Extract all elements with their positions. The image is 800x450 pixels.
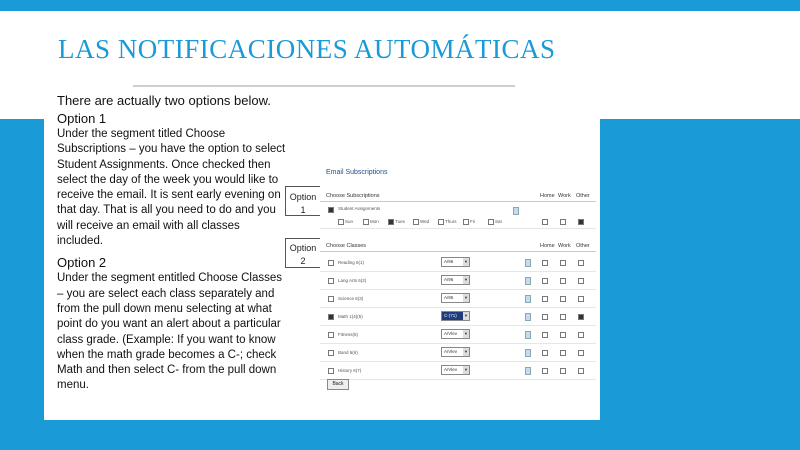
- callout2-number: 2: [300, 256, 306, 266]
- slide-title: LAS NOTIFICACIONES AUTOMÁTICAS: [58, 34, 556, 64]
- title-divider: [133, 85, 515, 87]
- info-icon: [525, 259, 531, 267]
- chevron-down-icon: ▼: [464, 331, 468, 336]
- class-name: Band 6(6): [338, 350, 358, 355]
- home-checkbox[interactable]: [542, 296, 548, 302]
- class-name: Math 1(4)(5): [338, 314, 363, 319]
- home-checkbox[interactable]: [542, 368, 548, 374]
- callout1-number: 1: [300, 205, 306, 215]
- grade-threshold-select[interactable]: [441, 347, 470, 357]
- chevron-down-icon: ▼: [464, 277, 468, 282]
- class-row: [320, 290, 596, 308]
- other-checkbox[interactable]: [578, 314, 584, 320]
- callout-option2: [287, 242, 319, 268]
- chevron-down-icon: ▼: [464, 349, 468, 354]
- option2-text: Under the segment entitled Choose Classes – you are select each class separately and from the pull down menu selecting at what point do you want an alert about a particular class grade. (Example: If you want to know when the math grade becomes a C-; check Math and then select C- from the pull down menu.: [57, 272, 283, 392]
- other-checkbox[interactable]: [578, 278, 584, 284]
- chevron-down-icon: ▼: [464, 367, 468, 372]
- class-name: Reading 6(1): [338, 260, 365, 265]
- callout1-label: Option: [289, 192, 317, 202]
- grade-threshold-value: A/96: [444, 277, 454, 282]
- class-checkbox[interactable]: [328, 332, 334, 338]
- info-icon: [513, 207, 519, 215]
- email-subscriptions-title: Email Subscriptions: [326, 169, 388, 176]
- day-label: Wed: [420, 219, 430, 224]
- day-selector: [338, 218, 528, 226]
- class-name: Fitness(5): [338, 332, 359, 337]
- grade-threshold-value: A/Vlev: [444, 331, 458, 336]
- class-name: History 6(7): [338, 368, 362, 373]
- option1-heading: Option 1: [57, 111, 107, 126]
- classes-col-other: Other: [576, 243, 590, 249]
- grade-threshold-select[interactable]: [441, 365, 470, 375]
- top-accent-bar: [0, 0, 800, 11]
- student-assignments-checkbox[interactable]: [328, 207, 334, 213]
- grade-threshold-value: A/Vlev: [444, 367, 458, 372]
- work-checkbox[interactable]: [560, 296, 566, 302]
- home-checkbox[interactable]: [542, 260, 548, 266]
- email-subscriptions-screenshot: [320, 161, 596, 389]
- grade-threshold-select[interactable]: [441, 329, 470, 339]
- info-icon: [525, 277, 531, 285]
- work-checkbox[interactable]: [560, 368, 566, 374]
- callout2-label: Option: [289, 243, 317, 253]
- day-label: Fri: [470, 219, 476, 224]
- class-name: Lang Arts 6(2): [338, 278, 367, 283]
- grade-threshold-select[interactable]: [441, 293, 470, 303]
- work-checkbox[interactable]: [560, 260, 566, 266]
- info-icon: [525, 295, 531, 303]
- class-checkbox[interactable]: [328, 314, 334, 320]
- work-checkbox[interactable]: [560, 350, 566, 356]
- subs-header-label: Choose Subscriptions: [326, 193, 380, 199]
- info-icon: [525, 349, 531, 357]
- class-row: [320, 326, 596, 344]
- grade-threshold-select[interactable]: [441, 311, 470, 321]
- other-checkbox[interactable]: [578, 332, 584, 338]
- class-checkbox[interactable]: [328, 296, 334, 302]
- option1-text: Under the segment titled Choose Subscriptions – you have the option to select Student Assignments. Once checked then select the day of the week you would like to receive the email. It is sent early evening on that day. That is all you need to do and you will receive an email with all classes included.: [57, 128, 286, 248]
- class-checkbox[interactable]: [328, 278, 334, 284]
- classes-col-work: Work: [558, 243, 571, 249]
- option2-heading: Option 2: [57, 255, 107, 271]
- class-row: [320, 344, 596, 362]
- choose-classes-header: [320, 242, 596, 252]
- class-name: Science 6(3): [338, 296, 364, 301]
- intro-text: There are actually two options below.: [57, 93, 271, 108]
- day-checkbox[interactable]: [438, 219, 444, 225]
- other-checkbox[interactable]: [578, 368, 584, 374]
- work-checkbox[interactable]: [560, 332, 566, 338]
- day-checkbox[interactable]: [363, 219, 369, 225]
- chevron-down-icon: ▼: [464, 259, 468, 264]
- back-button[interactable]: Back: [327, 379, 349, 390]
- work-checkbox[interactable]: [560, 278, 566, 284]
- day-label: Mon: [370, 219, 379, 224]
- work-checkbox[interactable]: [560, 219, 566, 225]
- home-checkbox[interactable]: [542, 350, 548, 356]
- bottom-accent-band: [0, 424, 800, 450]
- home-checkbox[interactable]: [542, 219, 548, 225]
- student-assignments-row: [320, 204, 596, 229]
- other-checkbox[interactable]: [578, 296, 584, 302]
- chevron-down-icon: ▼: [464, 295, 468, 300]
- choose-subscriptions-header: [320, 192, 596, 202]
- grade-threshold-value: A/95: [444, 295, 454, 300]
- classes-col-home: Home: [540, 243, 555, 249]
- info-icon: [525, 367, 531, 375]
- work-checkbox[interactable]: [560, 314, 566, 320]
- student-assignments-label: Student Assignments: [338, 206, 381, 211]
- grade-threshold-value: A/Vlev: [444, 349, 458, 354]
- other-checkbox[interactable]: [578, 260, 584, 266]
- grade-threshold-value: A/96: [444, 259, 454, 264]
- day-checkbox[interactable]: [338, 219, 344, 225]
- home-checkbox[interactable]: [542, 314, 548, 320]
- day-checkbox[interactable]: [488, 219, 494, 225]
- other-checkbox[interactable]: [578, 350, 584, 356]
- info-icon: [525, 331, 531, 339]
- grade-threshold-value: C-(71): [444, 313, 457, 318]
- day-checkbox[interactable]: [463, 219, 469, 225]
- col-other: Other: [576, 193, 590, 199]
- grade-threshold-select[interactable]: [441, 275, 470, 285]
- home-checkbox[interactable]: [542, 278, 548, 284]
- col-home: Home: [540, 193, 555, 199]
- day-label: Sun: [345, 219, 354, 224]
- classes-header-label: Choose Classes: [326, 243, 367, 249]
- info-icon: [525, 313, 531, 321]
- chevron-down-icon: ▼: [464, 313, 468, 318]
- callout-option1: [287, 191, 319, 217]
- home-checkbox[interactable]: [542, 332, 548, 338]
- col-work: Work: [558, 193, 571, 199]
- day-label: Thurs: [445, 219, 457, 224]
- class-checkbox[interactable]: [328, 260, 334, 266]
- class-row: [320, 254, 596, 272]
- day-checkbox[interactable]: [388, 219, 394, 225]
- other-checkbox[interactable]: [578, 219, 584, 225]
- class-checkbox[interactable]: [328, 368, 334, 374]
- class-checkbox[interactable]: [328, 350, 334, 356]
- class-row: [320, 308, 596, 326]
- grade-threshold-select[interactable]: [441, 257, 470, 267]
- day-label: Sat: [495, 219, 502, 224]
- class-row: [320, 362, 596, 380]
- day-checkbox[interactable]: [413, 219, 419, 225]
- slide-body: [57, 93, 289, 394]
- day-label: Tues: [395, 219, 405, 224]
- class-row: [320, 272, 596, 290]
